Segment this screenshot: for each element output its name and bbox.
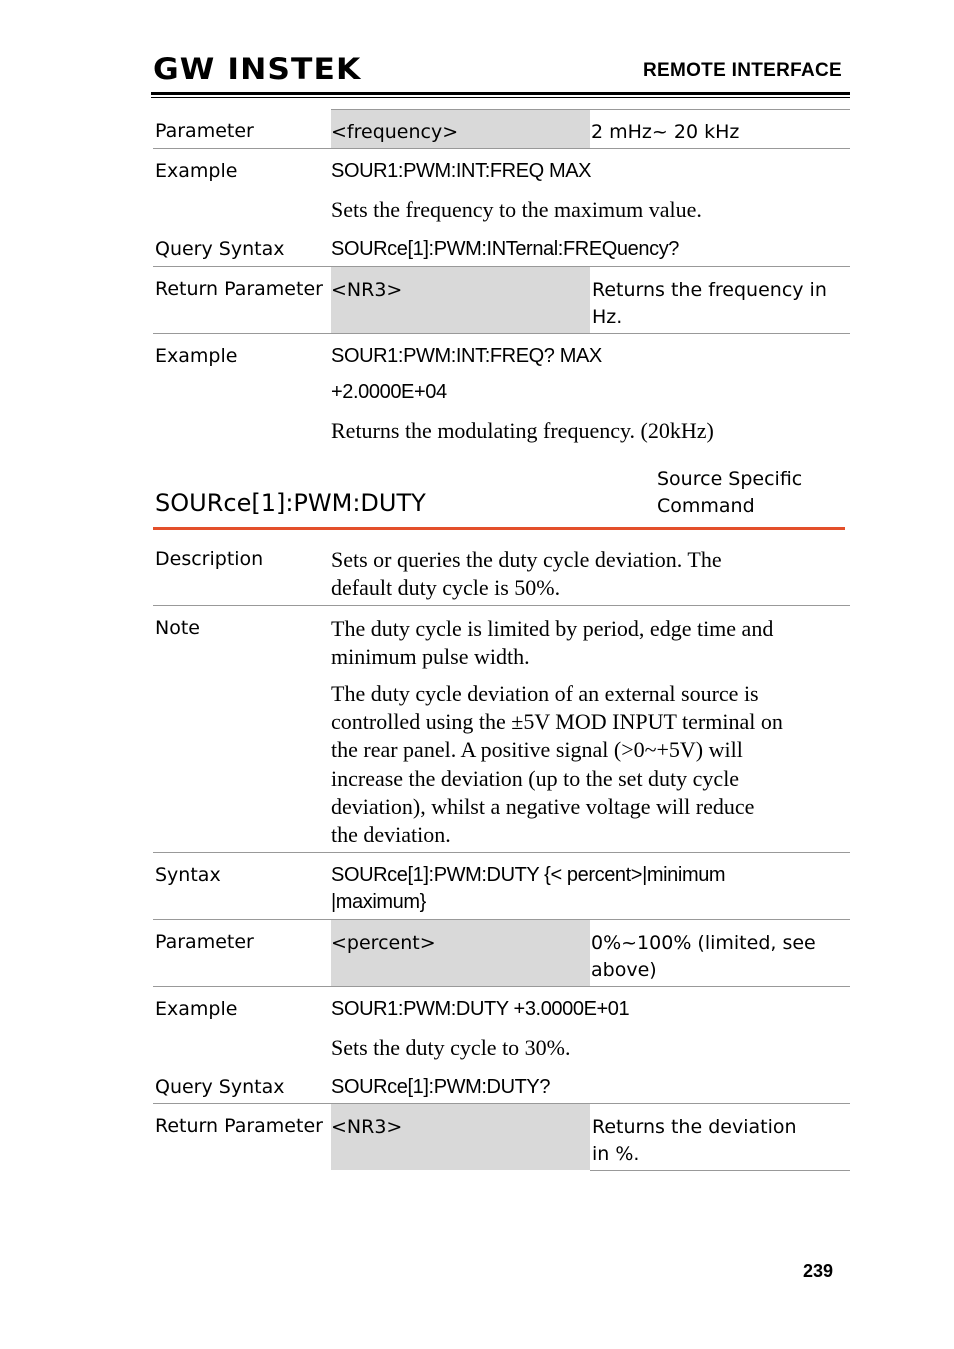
query-syntax-label: Query Syntax: [155, 1076, 285, 1098]
header-rule-thin: [151, 97, 850, 98]
table-line: [590, 1170, 850, 1171]
example-query-command: SOUR1:PWM:INT:FREQ? MAX: [331, 345, 602, 367]
command-title: SOURce[1]:PWM:DUTY: [155, 489, 426, 517]
note-line: The duty cycle deviation of an external source is: [331, 681, 759, 706]
parameter-label: Parameter: [155, 931, 254, 953]
table-line: [153, 986, 850, 987]
parameter-range-line: above): [591, 959, 657, 981]
note-line: minimum pulse width.: [331, 644, 530, 669]
header-rule-thick: [151, 92, 850, 95]
return-description-line: Returns the deviation: [592, 1116, 797, 1138]
note-line: controlled using the ±5V MOD INPUT terminal on: [331, 709, 783, 734]
query-syntax-command: SOURce[1]:PWM:DUTY?: [331, 1076, 551, 1098]
command-type-line: Source Specific: [657, 468, 803, 490]
query-syntax-label: Query Syntax: [155, 238, 285, 260]
note-line: deviation), whilst a negative voltage will reduce: [331, 794, 755, 819]
note-line: the rear panel. A positive signal (>0~+5V) will: [331, 737, 743, 762]
note-line: increase the deviation (up to the set duty cycle: [331, 766, 740, 791]
note-line: the deviation.: [331, 822, 451, 847]
example-command: SOUR1:PWM:INT:FREQ MAX: [331, 160, 592, 182]
table-line: [153, 148, 850, 149]
example-label: Example: [155, 998, 238, 1020]
example-label: Example: [155, 160, 238, 182]
table-line: [153, 852, 850, 853]
section-header: REMOTE INTERFACE: [642, 60, 842, 81]
description-line: default duty cycle is 50%.: [331, 575, 561, 600]
example-query-description: Returns the modulating frequency. (20kHz): [331, 418, 714, 443]
table-line: [153, 605, 850, 606]
parameter-label: Parameter: [155, 120, 254, 142]
parameter-name: <percent>: [331, 932, 436, 954]
description-line: Sets or queries the duty cycle deviation. The: [331, 547, 722, 572]
example-label: Example: [155, 345, 238, 367]
example-query-result: +2.0000E+04: [331, 381, 447, 403]
parameter-range: 2 mHz~ 20 kHz: [591, 121, 740, 143]
example-description: Sets the duty cycle to 30%.: [331, 1035, 571, 1060]
gw-instek-logo: GW INSTEK: [153, 52, 362, 86]
title-rule: [153, 527, 845, 530]
page-number: 239: [803, 1261, 834, 1281]
return-parameter-label: Return Parameter: [155, 1115, 323, 1137]
syntax-command-line: SOURce[1]:PWM:DUTY {< percent>|minimum: [331, 864, 726, 886]
table-line: [153, 333, 850, 334]
syntax-label: Syntax: [155, 864, 221, 886]
note-label: Note: [155, 617, 200, 639]
return-description-line: Hz.: [592, 306, 623, 328]
query-syntax-command: SOURce[1]:PWM:INTernal:FREQuency?: [331, 238, 680, 260]
return-description-line: in %.: [592, 1143, 640, 1165]
return-parameter-name: <NR3>: [331, 1116, 403, 1138]
return-parameter-label: Return Parameter: [155, 278, 323, 300]
parameter-range-line: 0%~100% (limited, see: [591, 932, 816, 954]
example-description: Sets the frequency to the maximum value.: [331, 197, 702, 222]
syntax-command-line: |maximum}: [331, 891, 426, 913]
example-command: SOUR1:PWM:DUTY +3.0000E+01: [331, 998, 630, 1020]
return-description-line: Returns the frequency in: [592, 279, 827, 301]
parameter-name: <frequency>: [331, 121, 459, 143]
command-type-line: Command: [657, 495, 755, 517]
description-label: Description: [155, 548, 264, 570]
return-parameter-name: <NR3>: [331, 279, 403, 301]
note-line: The duty cycle is limited by period, edge time and: [331, 616, 774, 641]
